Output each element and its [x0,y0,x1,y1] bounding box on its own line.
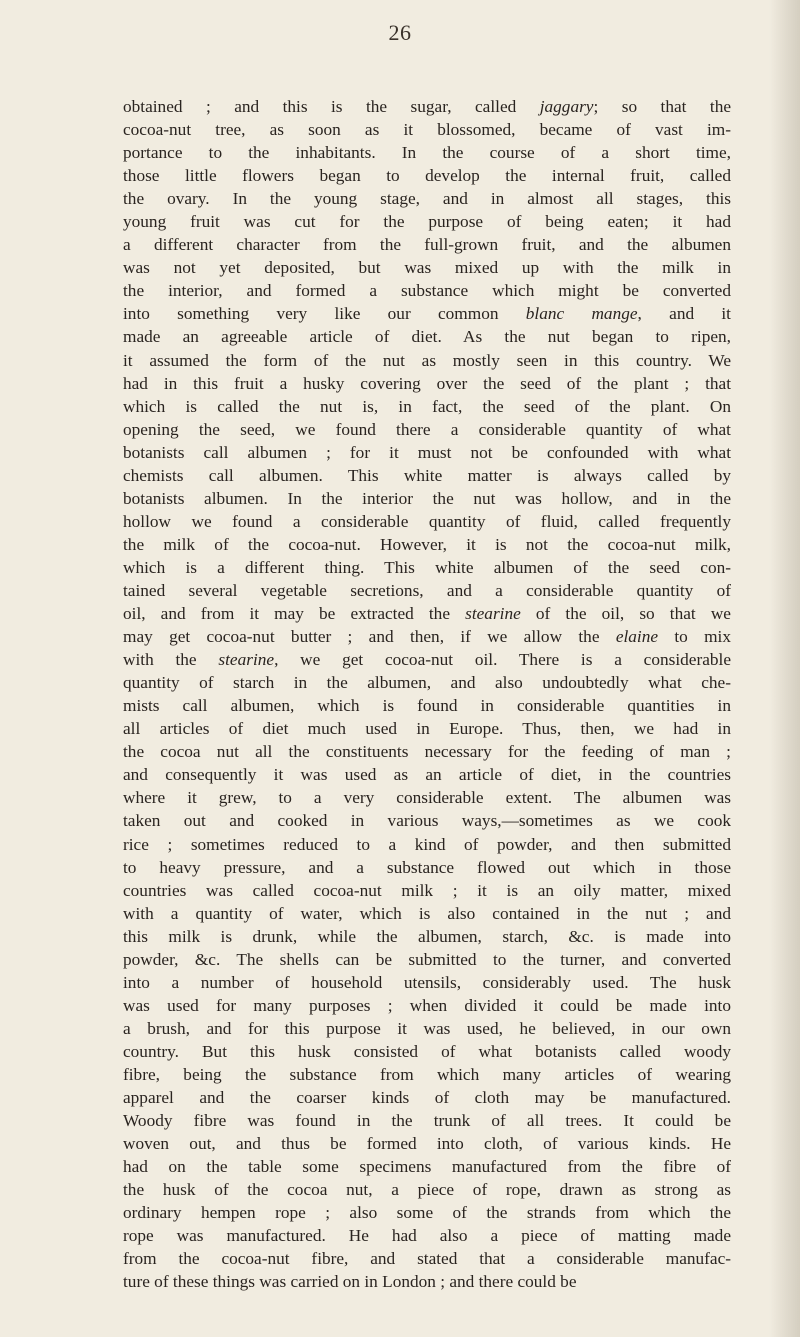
text-segment: had on the table some specimens manufactured from the fibre of [123,1157,731,1177]
text-segment: to mix [658,627,731,647]
text-segment: chemists call albumen. This white matter is always called by [123,465,731,485]
italic-term: elaine [615,627,659,647]
text-line [123,325,731,348]
text-line [123,740,731,763]
text-line [123,925,731,948]
text-segment: country. But this husk consisted of what botanists called woody [123,1041,731,1061]
text-segment: it assumed the form of the nut as mostly seen in this country. We [123,350,731,370]
text-segment: , we get cocoa-nut oil. There is a considerable [274,650,731,670]
text-line [123,395,731,418]
text-line [123,210,731,233]
text-segment: the ovary. In the young stage, and in almost all stages, this [123,189,731,209]
text-segment: those little flowers began to develop the internal fruit, called [123,166,731,186]
text-line [123,879,731,902]
text-segment: mists call albumen, which is found in considerable quantities in [123,696,731,716]
text-line [123,763,731,786]
italic-term: stearine [218,650,275,670]
text-line [123,1155,731,1178]
text-line [123,809,731,832]
text-segment: with a quantity of water, which is also contained in the nut ; and [123,903,731,923]
text-line [123,786,731,809]
text-line [123,302,731,325]
text-segment: may get cocoa-nut butter ; and then, if we allow the [123,627,616,647]
text-line [123,1178,731,1201]
text-segment: the cocoa nut all the constituents necessary for the feeding of man ; [123,742,731,762]
italic-term: stearine [465,604,521,624]
text-line [123,833,731,856]
text-segment: had in this fruit a husky covering over the seed of the plant ; that [123,373,731,393]
text-segment: apparel and the coarser kinds of cloth may be manufactured. [123,1088,731,1108]
text-segment: cocoa-nut tree, as soon as it blossomed, became of vast im- [123,120,731,140]
text-line [123,441,731,464]
text-segment: of the oil, so that we [520,604,731,624]
text-segment: ; so that the [593,97,731,116]
text-line [123,971,731,994]
text-segment: where it grew, to a very considerable extent. The albumen was [123,788,731,808]
text-segment: ture of these things was carried on in London ; and there could be [123,1272,577,1292]
text-segment: and consequently it was used as an article of diet, in the countries [123,765,731,785]
text-line [123,1201,731,1224]
text-segment: obtained ; and this is the sugar, called [123,97,540,116]
body-text [123,95,731,1293]
text-line [123,902,731,925]
text-segment: portance to the inhabitants. In the course of a short time, [123,143,731,163]
text-line [123,1017,731,1040]
text-segment: fibre, being the substance from which many articles of wearing [123,1064,731,1084]
italic-term: jaggary [539,97,594,116]
text-segment: to heavy pressure, and a substance flowed out which in those [123,857,731,877]
text-line [123,118,731,141]
text-segment: powder, &c. The shells can be submitted to the turner, and converted [123,949,731,969]
text-line [123,1040,731,1063]
text-line [123,1086,731,1109]
text-line [123,187,731,210]
text-segment: , and it [637,304,731,324]
text-line [123,671,731,694]
text-line [123,279,731,302]
text-line [123,256,731,279]
text-line [123,648,731,671]
text-segment: young fruit was cut for the purpose of being eaten; it had [123,212,731,232]
text-line [123,1063,731,1086]
text-line [123,349,731,372]
text-line [123,1132,731,1155]
text-segment: which is a different thing. This white albumen of the seed con- [123,557,731,577]
text-line [123,1270,731,1293]
text-line [123,233,731,256]
text-segment: countries was called cocoa-nut milk ; it is an oily matter, mixed [123,880,731,900]
text-segment: a brush, and for this purpose it was used, he believed, in our own [123,1018,731,1038]
text-line [123,510,731,533]
text-line [123,625,731,648]
text-line [123,994,731,1017]
text-segment: with the [123,650,219,670]
text-line [123,1247,731,1270]
text-line [123,372,731,395]
text-line [123,1224,731,1247]
text-line [123,948,731,971]
text-line [123,418,731,441]
text-line [123,579,731,602]
text-segment: which is called the nut is, in fact, the seed of the plant. On [123,396,731,416]
text-line [123,533,731,556]
text-segment: was used for many purposes ; when divided it could be made into [123,995,731,1015]
text-segment: woven out, and thus be formed into cloth, of various kinds. He [123,1134,731,1154]
text-line [123,856,731,879]
italic-term: blanc mange [525,304,638,324]
text-segment: from the cocoa-nut fibre, and stated that a considerable manufac- [123,1249,731,1269]
text-line [123,464,731,487]
text-segment: oil, and from it may be extracted the [123,604,466,624]
text-segment: opening the seed, we found there a considerable quantity of what [123,419,731,439]
text-line [123,95,731,118]
text-line [123,717,731,740]
text-segment: ordinary hempen rope ; also some of the strands from which the [123,1203,731,1223]
text-segment: botanists call albumen ; for it must not be confounded with what [123,442,731,462]
text-line [123,164,731,187]
text-segment: this milk is drunk, while the albumen, starch, &c. is made into [123,926,731,946]
text-line [123,694,731,717]
text-segment: into something very like our common [123,304,526,324]
text-segment: hollow we found a considerable quantity of fluid, called frequently [123,511,731,531]
text-segment: the milk of the cocoa-nut. However, it is not the cocoa-nut milk, [123,534,731,554]
text-segment: rice ; sometimes reduced to a kind of powder, and then submitted [123,834,731,854]
text-line [123,141,731,164]
text-segment: into a number of household utensils, considerably used. The husk [123,972,731,992]
text-segment: the husk of the cocoa nut, a piece of rope, drawn as strong as [123,1180,731,1200]
text-segment: rope was manufactured. He had also a piece of matting made [123,1226,731,1246]
page-edge-shadow [770,0,800,1337]
text-segment: botanists albumen. In the interior the nut was hollow, and in the [123,488,731,508]
text-line [123,556,731,579]
text-segment: was not yet deposited, but was mixed up with the milk in [123,258,731,278]
text-segment: all articles of diet much used in Europe. Thus, then, we had in [123,719,731,739]
text-segment: quantity of starch in the albumen, and also undoubtedly what che- [123,673,731,693]
text-segment: made an agreeable article of diet. As the nut began to ripen, [123,327,731,347]
text-line [123,1109,731,1132]
text-line [123,487,731,510]
text-segment: Woody fibre was found in the trunk of all trees. It could be [123,1111,731,1131]
text-line [123,602,731,625]
text-segment: a different character from the full-grown fruit, and the albumen [123,235,731,255]
text-segment: taken out and cooked in various ways,—sometimes as we cook [123,811,731,831]
page-number: 26 [388,20,412,45]
text-segment: the interior, and formed a substance which might be converted [123,281,731,301]
text-segment: tained several vegetable secretions, and a considerable quantity of [123,580,731,600]
